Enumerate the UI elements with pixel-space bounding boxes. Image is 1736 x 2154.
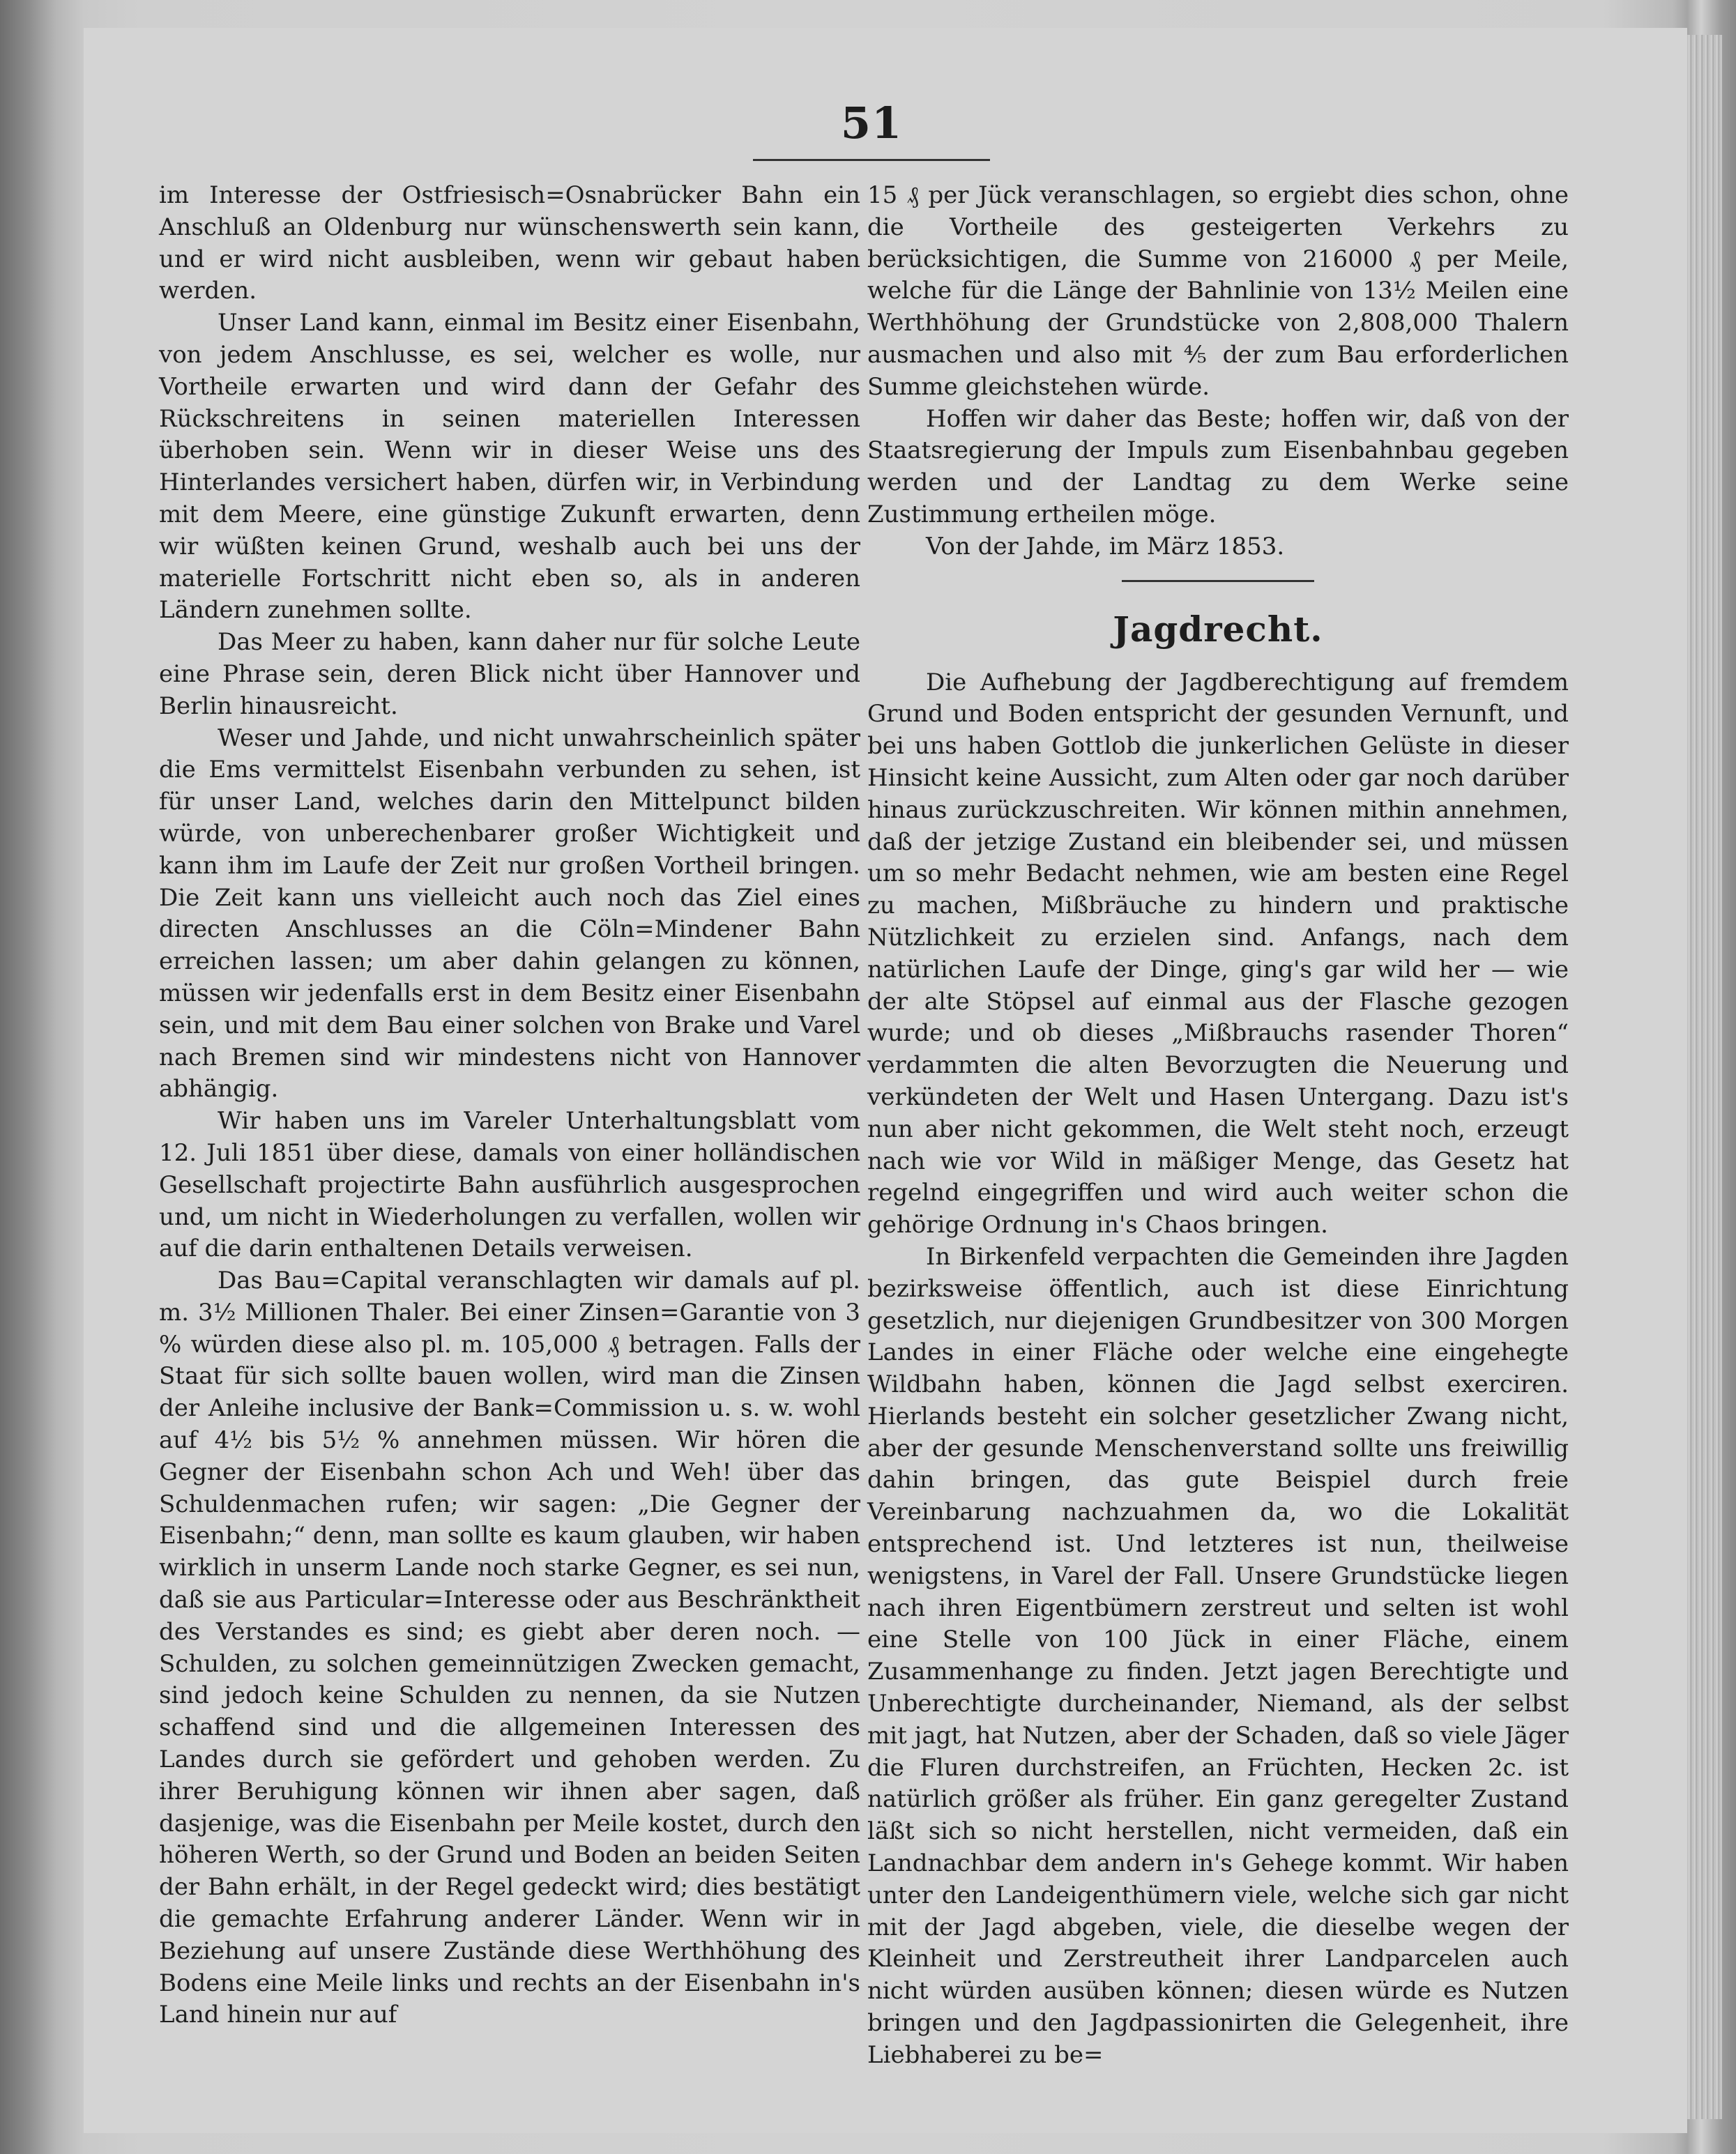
section-divider <box>1122 580 1314 582</box>
dateline: Von der Jahde, im März 1853. <box>926 532 1285 560</box>
paragraph: Unser Land kann, einmal im Besitz einer Eisenbahn, von jedem Anschlusse, es sei, welcher es wolle, nur Vortheile erwarten und wird dann der Gefahr des Rückschreitens in seinen materiellen Interessen überhoben sein. Wenn wir in dieser Weise uns des Hinterlandes versichert haben, dürfen wir, in Verbindung mit dem Meere, eine günstige Zukunft erwarten, denn wir wüßten keinen Grund, weshalb auch bei uns der materielle Fortschritt nicht eben so, als in anderen Ländern zunehmen sollte. <box>159 309 860 625</box>
paragraph: In Birkenfeld verpachten die Gemeinden ihre Jagden bezirksweise öffentlich, auch ist diese Einrichtung gesetzlich, nur diejenigen Grundbesitzer von 300 Morgen Landes in einer Fläche oder welche eine eingehegte Wildbahn haben, können die Jagd selbst exerciren. Hierlands besteht ein solcher gesetzlicher Zwang nicht, aber der gesunde Menschenverstand sollte uns freiwillig dahin bringen, das gute Beispiel durch freie Vereinbarung nachzuahmen da, wo die Lokalität entsprechend ist. Und letzteres ist nun, theilweise wenigstens, in Varel der Fall. Unsere Grundstücke liegen nach ihren Eigentbümern zerstreut und selten ist wohl eine Stelle von 100 Jück in einer Fläche, einem Zusammenhange zu finden. Jetzt jagen Berechtigte und Unberechtigte durcheinander, Niemand, als der selbst mit jagt, hat Nutzen, aber der Schaden, daß so viele Jäger die Fluren durchstreifen, an Früchten, Hecken 2c. ist natürlich größer als früher. Ein ganz geregelter Zustand läßt sich so nicht herstellen, nicht vermeiden, daß ein Landnachbar dem andern in's Gehege kommt. Wir haben unter den Landeigenthümern viele, welche sich gar nicht mit der Jagd abgeben, viele, die dieselbe wegen der Kleinheit und Zerstreutheit ihrer Landparcelen auch nicht würden ausüben können; diesen würde es Nutzen bringen und den Jagdpassionirten die Gelegenheit, ihre Liebhaberei zu be= <box>867 1242 1569 2069</box>
paragraph: Das Bau=Capital veranschlagten wir damals auf pl. m. 3½ Millionen Thaler. Bei einer Zinsen=Garantie von 3 % würden diese also pl. m. 105,000 ₰ betragen. Falls der Staat für sich sollte bauen wollen, wird man die Zinsen der Anleihe inclusive der Bank=Commission u. s. w. wohl auf 4½ bis 5½ % annehmen müssen. Wir hören die Gegner der Eisenbahn schon Ach und Weh! über das Schuldenmachen rufen; wir sagen: „Die Gegner der Eisenbahn;“ denn, man sollte es kaum glauben, wir haben wirklich in unserm Lande noch starke Gegner, es sei nun, daß sie aus Particular=Interesse oder aus Beschränktheit des Verstandes es sind; es giebt aber deren noch. — Schulden, zu solchen gemeinnützigen Zwecken gemacht, sind jedoch keine Schulden zu nennen, da sie Nutzen schaffend sind und die allgemeinen Interessen des Landes durch sie gefördert und gehoben werden. Zu ihrer Beruhigung können wir ihnen aber sagen, daß dasjenige, was die Eisenbahn per Meile kostet, durch den höheren Werth, so der Grund und Boden an beiden Seiten der Bahn erhält, in der Regel gedeckt wird; dies bestätigt die gemachte Erfahrung anderer Länder. Wenn wir in Beziehung auf unsere Zustände diese Werthhöhung des Bodens eine Meile links und rechts an der Eisenbahn in's Land hinein nur auf <box>159 1267 860 2029</box>
book-page-edges <box>1687 35 1722 2119</box>
paragraph: Das Meer zu haben, kann daher nur für solche Leute eine Phrase sein, deren Blick nicht über Hannover und Berlin hinausreicht. <box>159 628 860 720</box>
paragraph: Die Aufhebung der Jagdberechtigung auf fremdem Grund und Boden entspricht der gesunden Vernunft, und bei uns haben Gottlob die junkerlichen Gelüste in dieser Hinsicht keine Aussicht, zum Alten oder gar noch darüber hinaus zurückzuschreiten. Wir können mithin annehmen, daß der jetzige Zustand ein bleibender sei, und müssen um so mehr Bedacht nehmen, wie am besten eine Regel zu machen, Mißbräuche zu hindern und praktische Nützlichkeit zu erzielen sind. Anfangs, nach dem natürlichen Laufe der Dinge, ging's gar wild her — wie der alte Stöpsel auf einmal aus der Flasche gezogen wurde; und ob dieses „Mißbrauchs rasender Thoren“ verdammten die alten Bevorzugten die Neuerung und verkündeten der Welt und Hasen Untergang. Dazu ist's nun aber nicht gekommen, die Welt steht noch, erzeugt nach wie vor Wild in mäßiger Menge, das Gesetz hat regelnd eingegriffen und wird auch weiter schon die gehörige Ordnung in's Chaos bringen. <box>867 668 1569 1239</box>
paragraph: im Interesse der Ostfriesisch=Osnabrücker Bahn ein Anschluß an Oldenburg nur wünschenswerth sein kann, und er wird nicht ausbleiben, wenn wir gebaut haben werden. <box>159 181 860 305</box>
page-number: 51 <box>840 98 903 148</box>
header-rule <box>753 159 990 161</box>
paragraph: 15 ₰ per Jück veranschlagen, so ergiebt dies schon, ohne die Vortheile des gesteigerten Verkehrs zu berücksichtigen, die Summe von 216000 ₰ per Meile, welche für die Länge der Bahnlinie von 13½ Meilen eine Werthhöhung der Grundstücke von 2,808,000 Thalern ausmachen und also mit ⅘ der zum Bau erforderlichen Summe gleichstehen würde. <box>867 181 1569 401</box>
section-title: Jagdrecht. <box>1113 608 1323 650</box>
right-column <box>867 180 1569 2072</box>
left-column <box>159 180 860 2031</box>
paragraph: Weser und Jahde, und nicht unwahrscheinlich später die Ems vermittelst Eisenbahn verbunden zu sehen, ist für unser Land, welches darin den Mittelpunct bilden würde, von unberechenbarer großer Wichtigkeit und kann ihm im Laufe der Zeit nur großen Vortheil bringen. Die Zeit kann uns vielleicht auch noch das Ziel eines directen Anschlusses an die Cöln=Mindener Bahn erreichen lassen; um aber dahin gelangen zu können, müssen wir jedenfalls erst in dem Besitz einer Eisenbahn sein, und mit dem Bau einer solchen von Brake und Varel nach Bremen sind wir mindestens nicht von Hannover abhängig. <box>159 724 860 1103</box>
paragraph: Wir haben uns im Vareler Unterhaltungsblatt vom 12. Juli 1851 über diese, damals von einer holländischen Gesellschaft projectirte Bahn ausführlich ausgesprochen und, um nicht in Wiederholungen zu verfallen, wollen wir auf die darin enthaltenen Details verweisen. <box>159 1107 860 1263</box>
paragraph: Hoffen wir daher das Beste; hoffen wir, daß von der Staatsregierung der Impuls zum Eisenbahnbau gegeben werden und der Landtag zu dem Werke seine Zustimmung ertheilen möge. <box>867 404 1569 528</box>
